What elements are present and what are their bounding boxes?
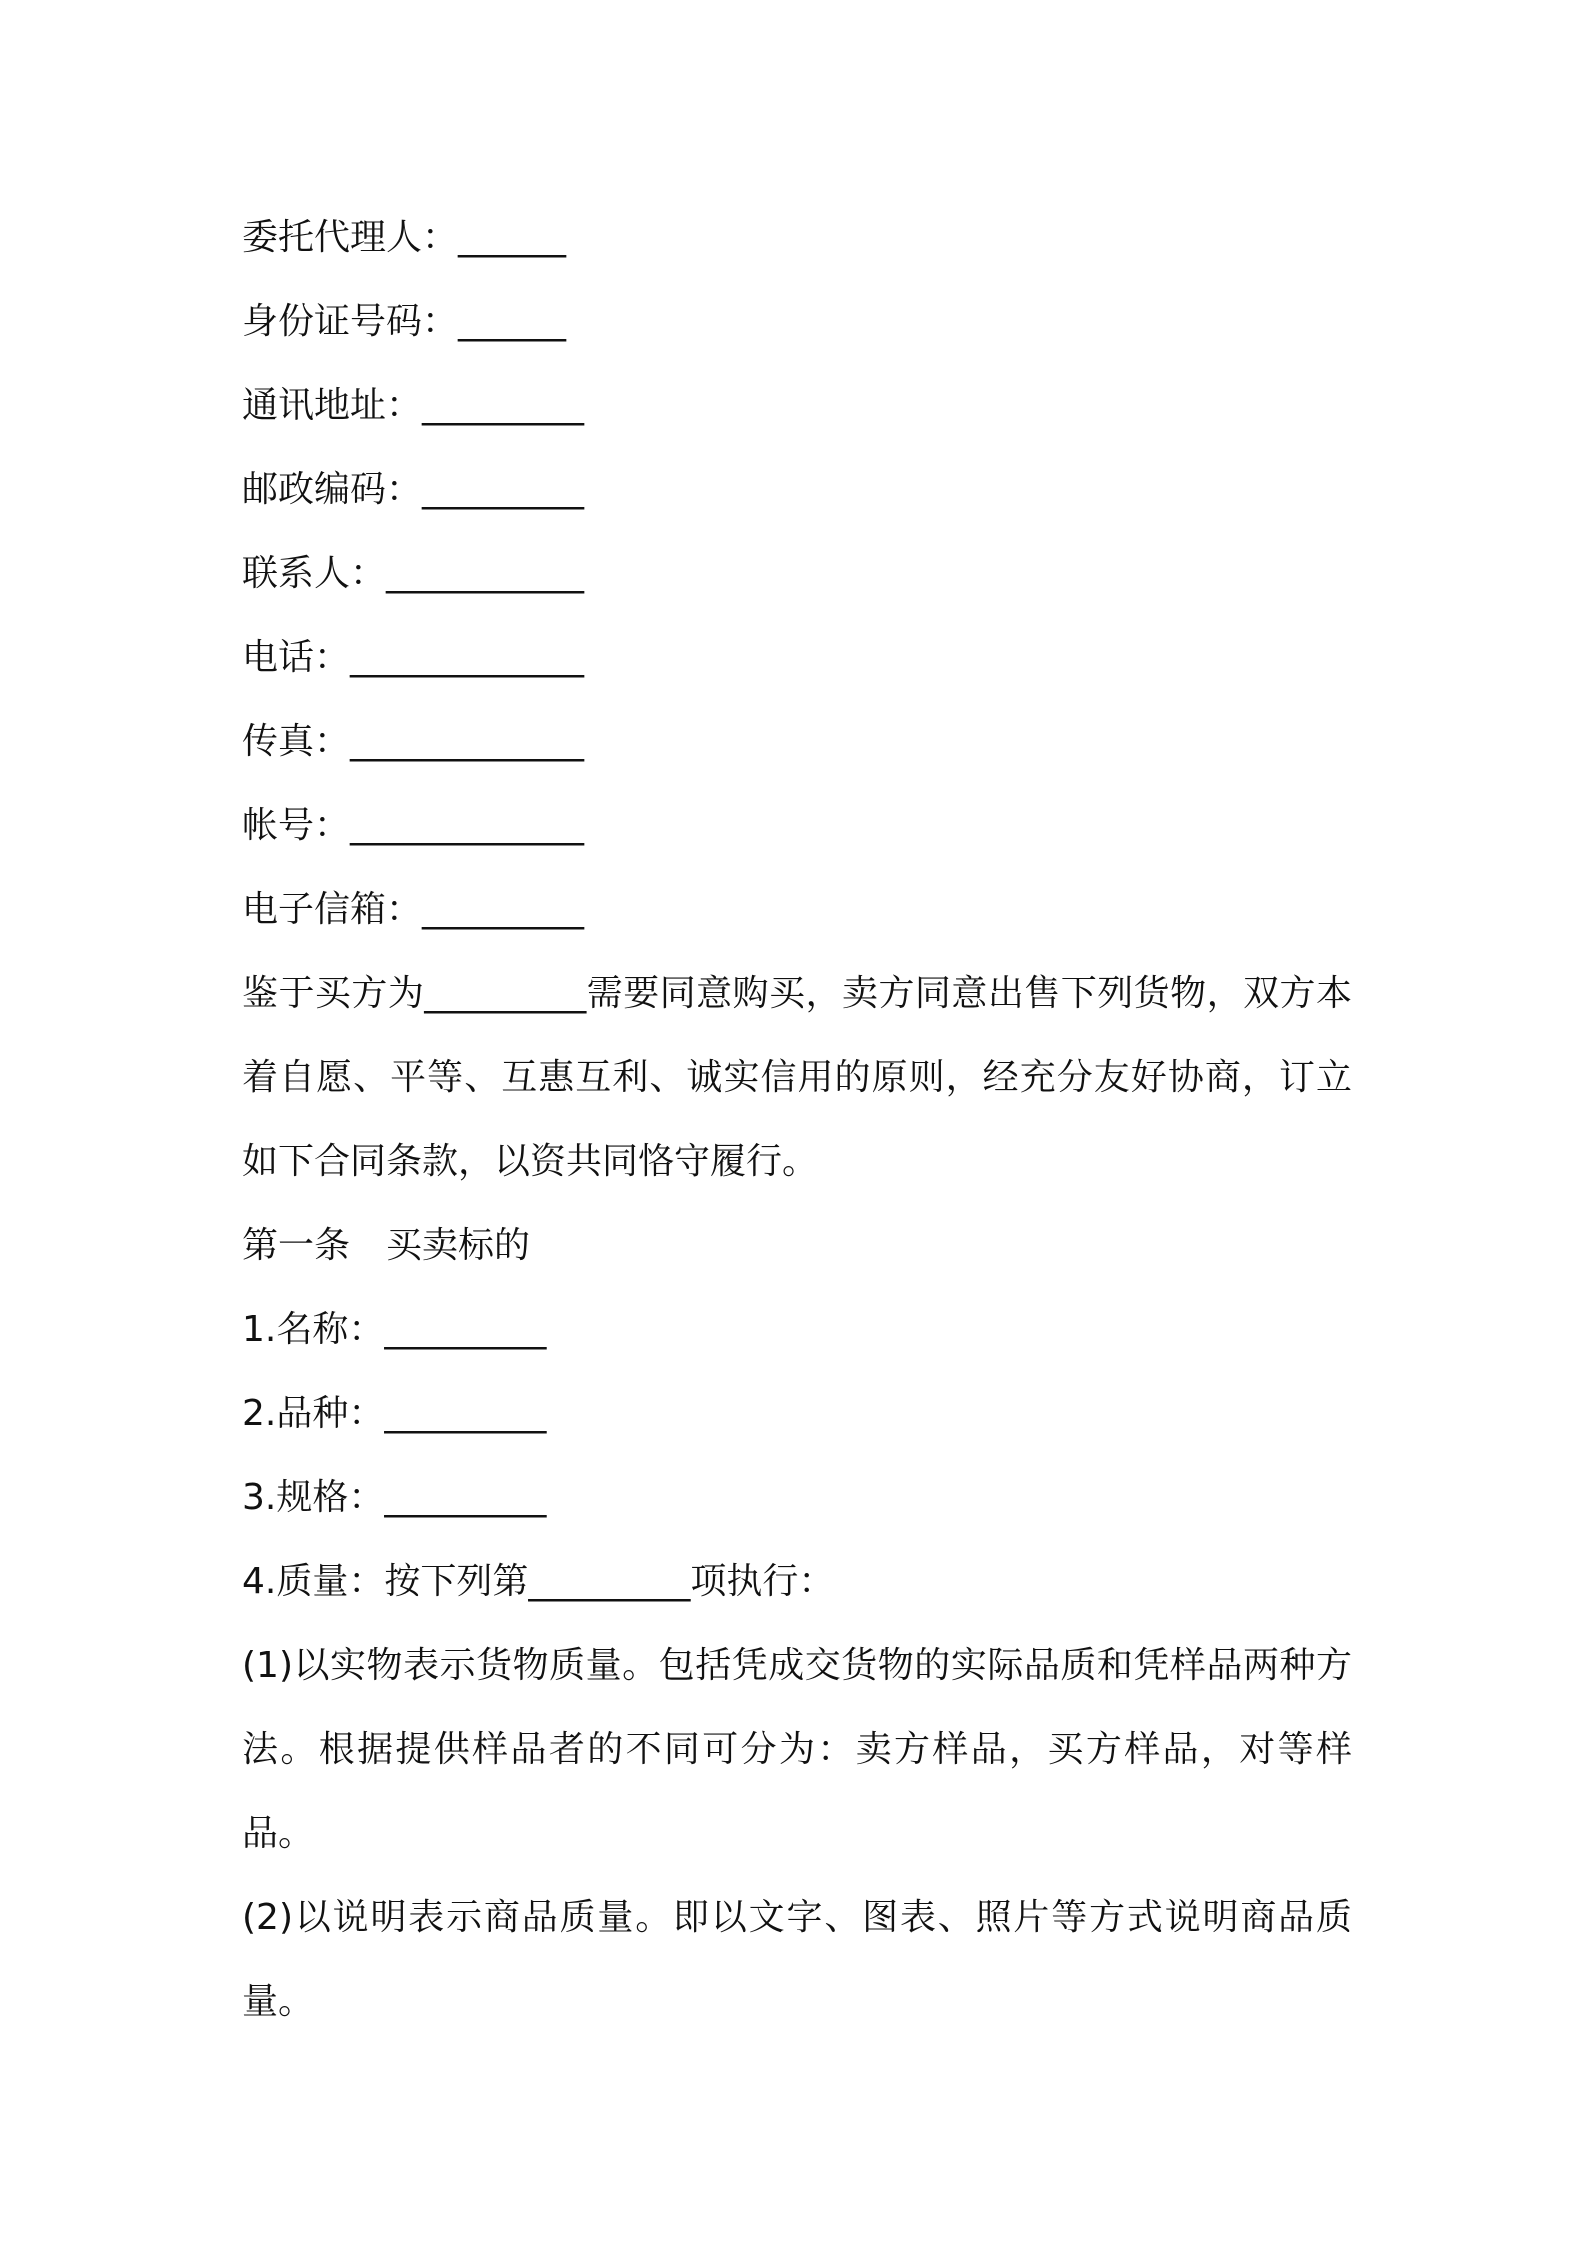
item-variety: 2.品种：_________ [242, 1393, 547, 1434]
fax-field: 传真：_____________ [242, 721, 585, 762]
email-field: 电子信箱：_________ [242, 889, 585, 930]
agent-field: 委托代理人：______ [242, 217, 567, 258]
quality-option-2: (2)以说明表示商品质量。即以文字、图表、照片等方式说明商品质量。 [242, 1897, 1352, 2022]
contact-person-field: 联系人：___________ [242, 553, 585, 594]
address-field: 通讯地址：_________ [242, 385, 585, 426]
item-name: 1.名称：_________ [242, 1309, 547, 1350]
id-number-field: 身份证号码：______ [242, 301, 567, 342]
quality-option-1: (1)以实物表示货物质量。包括凭成交货物的实际品质和凭样品两种方法。根据提供样品者的不同可分为：卖方样品，买方样品，对等样品。 [242, 1645, 1352, 1854]
item-spec: 3.规格：_________ [242, 1477, 547, 1518]
phone-field: 电话：_____________ [242, 637, 585, 678]
item-quality: 4.质量：按下列第_________项执行： [242, 1561, 835, 1602]
postal-code-field: 邮政编码：_________ [242, 469, 585, 510]
article-1-title: 第一条 买卖标的 [242, 1225, 531, 1266]
account-field: 帐号：_____________ [242, 805, 585, 846]
document-body [242, 196, 1352, 2044]
intro-paragraph: 鉴于买方为_________需要同意购买，卖方同意出售下列货物，双方本着自愿、平等、互惠互利、诚实信用的原则，经充分友好协商，订立如下合同条款，以资共同恪守履行。 [242, 973, 1352, 1182]
